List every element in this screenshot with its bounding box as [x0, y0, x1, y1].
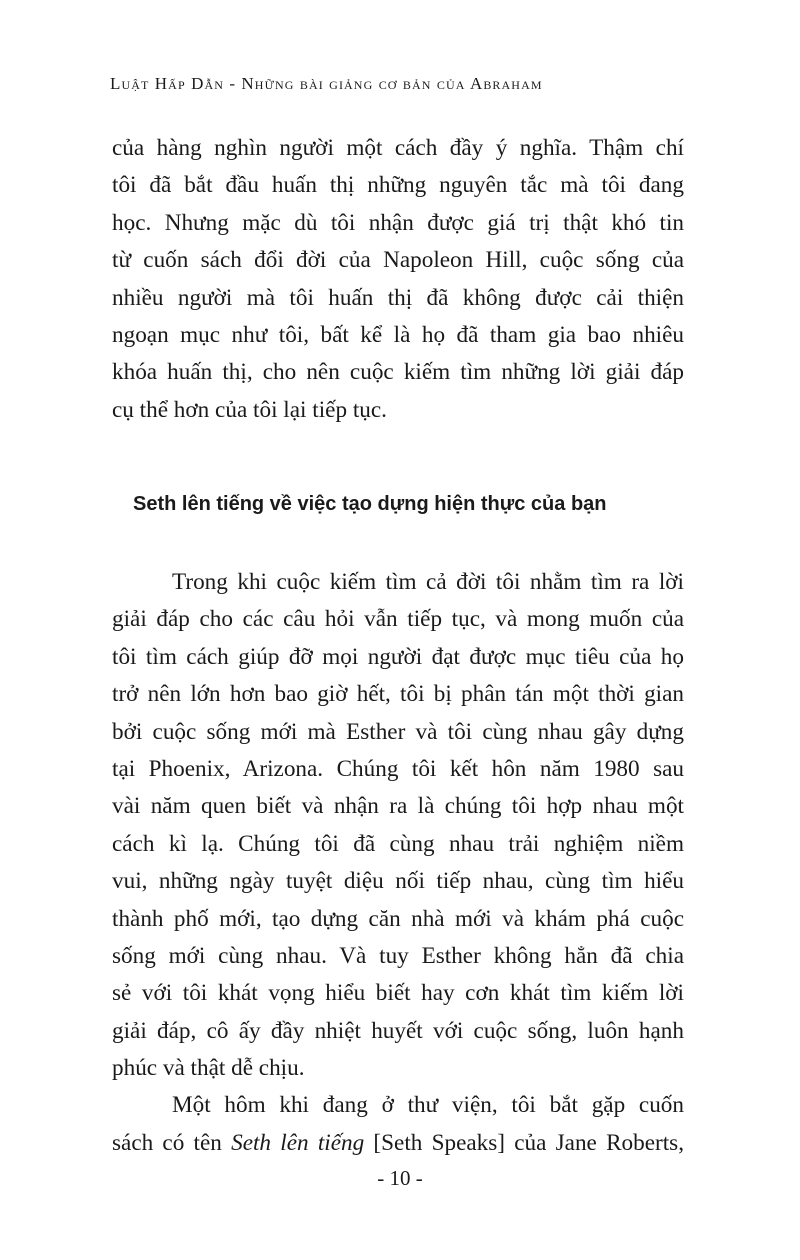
text-line: tôi tìm cách giúp đỡ mọi người đạt được mục tiêu của họ: [112, 643, 684, 670]
text-line: phúc và thật dễ chịu.: [112, 1055, 305, 1082]
text-line: từ cuốn sách đổi đời của Napoleon Hill, cuộc sống của: [112, 247, 684, 274]
text-line: vài năm quen biết và nhận ra là chúng tôi hợp nhau một: [112, 793, 684, 820]
text-line: học. Nhưng mặc dù tôi nhận được giá trị thật khó tin: [112, 209, 684, 236]
text-line: giải đáp, cô ấy đầy nhiệt huyết với cuộc sống, luôn hạnh: [112, 1017, 684, 1044]
text-line: sống mới cùng nhau. Và tuy Esther không hẳn đã chia: [112, 942, 684, 969]
text-line: sẻ với tôi khát vọng hiểu biết hay cơn khát tìm kiếm lời: [112, 980, 684, 1007]
text-line: giải đáp cho các câu hỏi vẫn tiếp tục, và mong muốn của: [112, 606, 684, 633]
text-line: Một hôm khi đang ở thư viện, tôi bắt gặp cuốn: [172, 1092, 684, 1119]
page-number: - 10 -: [377, 1166, 423, 1190]
text-run: [Seth Speaks] của Jane Roberts,: [364, 1129, 684, 1156]
text-line: cụ thể hơn của tôi lại tiếp tục.: [112, 396, 387, 423]
running-header: Luật Hấp Dẫn - Những bài giảng cơ bản của Abraham: [110, 74, 543, 93]
book-title: Seth lên tiếng: [231, 1129, 365, 1156]
paragraph-body: [112, 564, 684, 1162]
section-heading: Seth lên tiếng về việc tạo dựng hiện thực của bạn: [133, 493, 607, 515]
text-line: nhiều người mà tôi huấn thị đã không được cải thiện: [112, 284, 684, 311]
text-line: tôi đã bắt đầu huấn thị những nguyên tắc mà tôi đang: [112, 172, 684, 199]
text-line: tại Phoenix, Arizona. Chúng tôi kết hôn năm 1980 sau: [112, 755, 684, 782]
text-line: cách kì lạ. Chúng tôi đã cùng nhau trải nghiệm niềm: [112, 830, 684, 857]
text-line-with-title: [112, 1125, 684, 1162]
text-line: Trong khi cuộc kiếm tìm cả đời tôi nhằm tìm ra lời: [172, 569, 684, 595]
text-line: ngoạn mục như tôi, bất kể là họ đã tham gia bao nhiêu: [112, 321, 684, 348]
text-line: trở nên lớn hơn bao giờ hết, tôi bị phân tán một thời gian: [112, 681, 684, 708]
paragraph-continuation: [112, 130, 684, 429]
text-line: khóa huấn thị, cho nên cuộc kiếm tìm những lời giải đáp: [112, 359, 684, 386]
text-line: thành phố mới, tạo dựng căn nhà mới và khám phá cuộc: [112, 905, 684, 932]
text-line: bởi cuộc sống mới mà Esther và tôi cùng nhau gây dựng: [112, 718, 684, 745]
text-line: vui, những ngày tuyệt diệu nối tiếp nhau, cùng tìm hiểu: [112, 868, 684, 895]
text-line: của hàng nghìn người một cách đầy ý nghĩa. Thậm chí: [112, 135, 684, 161]
text-run: sách có tên: [112, 1129, 232, 1156]
